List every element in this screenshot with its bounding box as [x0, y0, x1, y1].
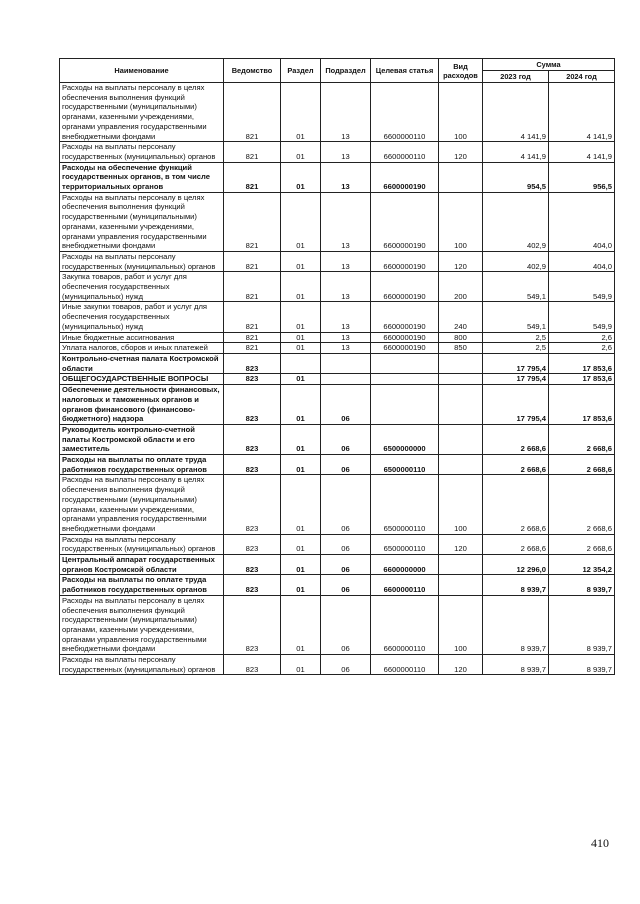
row-podrazdel: 06 — [321, 455, 371, 475]
row-celevaya-statya — [371, 374, 439, 385]
row-amount-2023: 402,9 — [483, 192, 549, 251]
row-name: Расходы на выплаты персоналу в целях обеспечения выполнения функций государственными (муниципальными) органами, казенными учреждениями, органами управления государственными внебюджетными фондами — [60, 192, 224, 251]
row-name: Иные бюджетные ассигнования — [60, 332, 224, 343]
row-podrazdel: 13 — [321, 272, 371, 302]
row-celevaya-statya: 6600000190 — [371, 162, 439, 192]
row-vedomstvo: 823 — [224, 575, 281, 595]
table-row — [60, 162, 615, 192]
table-row — [60, 655, 615, 675]
row-razdel: 01 — [281, 374, 321, 385]
row-name: Расходы на выплаты персоналу в целях обеспечения выполнения функций государственными (муниципальными) органами, казенными учреждениями, органами управления государственными внебюджетными фондами — [60, 475, 224, 534]
row-amount-2023: 8 939,7 — [483, 595, 549, 654]
row-razdel: 01 — [281, 475, 321, 534]
row-amount-2024: 2 668,6 — [549, 455, 615, 475]
row-vid-rashodov — [439, 575, 483, 595]
row-vedomstvo: 821 — [224, 343, 281, 354]
row-podrazdel — [321, 353, 371, 373]
row-amount-2023: 402,9 — [483, 251, 549, 271]
row-vid-rashodov: 800 — [439, 332, 483, 343]
header-vedomstvo: Ведомство — [224, 59, 281, 83]
row-amount-2024: 404,0 — [549, 192, 615, 251]
table-body — [60, 83, 615, 675]
row-razdel: 01 — [281, 251, 321, 271]
row-vedomstvo: 823 — [224, 385, 281, 425]
row-amount-2023: 17 795,4 — [483, 374, 549, 385]
row-vid-rashodov — [439, 424, 483, 454]
row-podrazdel: 06 — [321, 385, 371, 425]
row-vid-rashodov: 120 — [439, 534, 483, 554]
table-row — [60, 555, 615, 575]
row-razdel: 01 — [281, 455, 321, 475]
table-row — [60, 332, 615, 343]
row-vedomstvo: 823 — [224, 424, 281, 454]
row-razdel: 01 — [281, 424, 321, 454]
row-vedomstvo: 823 — [224, 475, 281, 534]
table-row — [60, 142, 615, 162]
row-vid-rashodov: 850 — [439, 343, 483, 354]
row-vedomstvo: 821 — [224, 251, 281, 271]
row-celevaya-statya: 6600000190 — [371, 192, 439, 251]
table-row — [60, 534, 615, 554]
row-amount-2024: 2 668,6 — [549, 475, 615, 534]
row-amount-2024: 8 939,7 — [549, 655, 615, 675]
row-name: Обеспечение деятельности финансовых, налоговых и таможенных органов и органов финансового (финансово-бюджетного) надзора — [60, 385, 224, 425]
header-celevaya-statya: Целевая статья — [371, 59, 439, 83]
row-celevaya-statya: 6500000110 — [371, 475, 439, 534]
row-razdel: 01 — [281, 192, 321, 251]
row-name: Расходы на выплаты по оплате труда работников государственных органов — [60, 455, 224, 475]
row-podrazdel: 13 — [321, 192, 371, 251]
row-podrazdel: 13 — [321, 83, 371, 142]
header-year-2024: 2024 год — [549, 71, 615, 83]
header-vid-rashodov: Вид расходов — [439, 59, 483, 83]
budget-table — [59, 58, 615, 675]
row-name: Расходы на выплаты персоналу государственных (муниципальных) органов — [60, 534, 224, 554]
row-razdel: 01 — [281, 655, 321, 675]
row-podrazdel: 13 — [321, 343, 371, 354]
row-name: Уплата налогов, сборов и иных платежей — [60, 343, 224, 354]
header-razdel: Раздел — [281, 59, 321, 83]
row-vid-rashodov: 120 — [439, 142, 483, 162]
row-podrazdel: 13 — [321, 332, 371, 343]
table-row — [60, 302, 615, 332]
row-podrazdel: 06 — [321, 555, 371, 575]
table-row — [60, 385, 615, 425]
table-row — [60, 353, 615, 373]
row-razdel: 01 — [281, 595, 321, 654]
table-row — [60, 595, 615, 654]
row-amount-2024: 2 668,6 — [549, 534, 615, 554]
row-celevaya-statya: 6600000110 — [371, 575, 439, 595]
row-vedomstvo: 821 — [224, 192, 281, 251]
row-vedomstvo: 821 — [224, 332, 281, 343]
row-vedomstvo: 823 — [224, 534, 281, 554]
row-celevaya-statya: 6600000000 — [371, 555, 439, 575]
row-celevaya-statya: 6600000190 — [371, 272, 439, 302]
row-amount-2024: 17 853,6 — [549, 374, 615, 385]
row-vid-rashodov — [439, 455, 483, 475]
row-podrazdel: 13 — [321, 162, 371, 192]
table-row — [60, 83, 615, 142]
row-amount-2023: 954,5 — [483, 162, 549, 192]
row-vid-rashodov: 100 — [439, 475, 483, 534]
row-amount-2023: 17 795,4 — [483, 385, 549, 425]
row-amount-2024: 4 141,9 — [549, 142, 615, 162]
row-celevaya-statya: 6500000110 — [371, 455, 439, 475]
row-name: ОБЩЕГОСУДАРСТВЕННЫЕ ВОПРОСЫ — [60, 374, 224, 385]
row-amount-2023: 17 795,4 — [483, 353, 549, 373]
row-amount-2023: 4 141,9 — [483, 142, 549, 162]
row-amount-2023: 2,5 — [483, 332, 549, 343]
row-amount-2024: 2 668,6 — [549, 424, 615, 454]
row-razdel: 01 — [281, 575, 321, 595]
row-amount-2023: 2 668,6 — [483, 534, 549, 554]
row-amount-2024: 12 354,2 — [549, 555, 615, 575]
row-amount-2024: 404,0 — [549, 251, 615, 271]
row-podrazdel: 13 — [321, 142, 371, 162]
row-name: Иные закупки товаров, работ и услуг для обеспечения государственных (муниципальных) нужд — [60, 302, 224, 332]
row-amount-2024: 549,9 — [549, 272, 615, 302]
row-razdel: 01 — [281, 302, 321, 332]
row-vid-rashodov: 120 — [439, 655, 483, 675]
header-summa: Сумма — [483, 59, 615, 71]
row-amount-2024: 4 141,9 — [549, 83, 615, 142]
row-celevaya-statya — [371, 353, 439, 373]
row-amount-2024: 2,6 — [549, 332, 615, 343]
row-name: Расходы на выплаты персоналу государственных (муниципальных) органов — [60, 655, 224, 675]
row-podrazdel: 06 — [321, 655, 371, 675]
row-podrazdel: 06 — [321, 475, 371, 534]
row-vedomstvo: 823 — [224, 655, 281, 675]
row-vedomstvo: 823 — [224, 555, 281, 575]
row-name: Расходы на выплаты по оплате труда работников государственных органов — [60, 575, 224, 595]
row-amount-2023: 12 296,0 — [483, 555, 549, 575]
row-vid-rashodov — [439, 555, 483, 575]
row-razdel: 01 — [281, 162, 321, 192]
row-amount-2024: 8 939,7 — [549, 595, 615, 654]
row-razdel: 01 — [281, 272, 321, 302]
row-name: Расходы на выплаты персоналу в целях обеспечения выполнения функций государственными (муниципальными) органами, казенными учреждениями, органами управления государственными внебюджетными фондами — [60, 595, 224, 654]
row-name: Расходы на выплаты персоналу государственных (муниципальных) органов — [60, 142, 224, 162]
row-vedomstvo: 823 — [224, 374, 281, 385]
row-amount-2024: 956,5 — [549, 162, 615, 192]
row-razdel: 01 — [281, 555, 321, 575]
row-podrazdel: 13 — [321, 251, 371, 271]
row-vedomstvo: 821 — [224, 142, 281, 162]
row-vid-rashodov — [439, 162, 483, 192]
row-name: Руководитель контрольно-счетной палаты Костромской области и его заместитель — [60, 424, 224, 454]
row-celevaya-statya: 6600000110 — [371, 142, 439, 162]
row-vid-rashodov — [439, 385, 483, 425]
row-amount-2023: 2 668,6 — [483, 475, 549, 534]
row-razdel: 01 — [281, 343, 321, 354]
row-vedomstvo: 821 — [224, 302, 281, 332]
row-amount-2024: 2,6 — [549, 343, 615, 354]
header-year-2023: 2023 год — [483, 71, 549, 83]
row-amount-2024: 549,9 — [549, 302, 615, 332]
row-razdel: 01 — [281, 534, 321, 554]
row-podrazdel: 06 — [321, 424, 371, 454]
row-vid-rashodov: 100 — [439, 595, 483, 654]
row-name: Контрольно-счетная палата Костромской области — [60, 353, 224, 373]
row-celevaya-statya: 6600000110 — [371, 655, 439, 675]
header-podrazdel: Подраздел — [321, 59, 371, 83]
row-amount-2023: 549,1 — [483, 272, 549, 302]
row-podrazdel: 06 — [321, 534, 371, 554]
row-podrazdel: 06 — [321, 575, 371, 595]
row-amount-2023: 8 939,7 — [483, 655, 549, 675]
row-name: Расходы на выплаты персоналу государственных (муниципальных) органов — [60, 251, 224, 271]
row-amount-2024: 8 939,7 — [549, 575, 615, 595]
row-podrazdel: 13 — [321, 302, 371, 332]
row-vedomstvo: 821 — [224, 162, 281, 192]
row-razdel: 01 — [281, 332, 321, 343]
table-row — [60, 374, 615, 385]
row-amount-2023: 2 668,6 — [483, 424, 549, 454]
row-podrazdel — [321, 374, 371, 385]
table-row — [60, 251, 615, 271]
row-amount-2024: 17 853,6 — [549, 385, 615, 425]
row-razdel: 01 — [281, 142, 321, 162]
row-celevaya-statya: 6600000190 — [371, 302, 439, 332]
table-header — [60, 59, 615, 83]
row-celevaya-statya: 6500000000 — [371, 424, 439, 454]
row-amount-2024: 17 853,6 — [549, 353, 615, 373]
row-razdel: 01 — [281, 83, 321, 142]
row-amount-2023: 549,1 — [483, 302, 549, 332]
row-amount-2023: 2 668,6 — [483, 455, 549, 475]
row-podrazdel: 06 — [321, 595, 371, 654]
table-row — [60, 475, 615, 534]
table-row — [60, 192, 615, 251]
row-vedomstvo: 823 — [224, 595, 281, 654]
page-number: 410 — [591, 836, 609, 850]
row-amount-2023: 8 939,7 — [483, 575, 549, 595]
row-vedomstvo: 821 — [224, 83, 281, 142]
row-celevaya-statya: 6500000110 — [371, 534, 439, 554]
row-amount-2023: 4 141,9 — [483, 83, 549, 142]
row-vedomstvo: 823 — [224, 353, 281, 373]
row-name: Расходы на выплаты персоналу в целях обеспечения выполнения функций государственными (муниципальными) органами, казенными учреждениями, органами управления государственными внебюджетными фондами — [60, 83, 224, 142]
row-celevaya-statya — [371, 385, 439, 425]
row-celevaya-statya: 6600000190 — [371, 343, 439, 354]
row-vid-rashodov: 100 — [439, 83, 483, 142]
row-vid-rashodov: 240 — [439, 302, 483, 332]
row-celevaya-statya: 6600000190 — [371, 251, 439, 271]
row-celevaya-statya: 6600000110 — [371, 595, 439, 654]
table-row — [60, 575, 615, 595]
row-razdel — [281, 353, 321, 373]
row-name: Расходы на обеспечение функций государственных органов, в том числе территориальных органов — [60, 162, 224, 192]
row-celevaya-statya: 6600000110 — [371, 83, 439, 142]
row-vid-rashodov: 100 — [439, 192, 483, 251]
row-amount-2023: 2,5 — [483, 343, 549, 354]
table-row — [60, 455, 615, 475]
row-vedomstvo: 823 — [224, 455, 281, 475]
row-name: Закупка товаров, работ и услуг для обеспечения государственных (муниципальных) нужд — [60, 272, 224, 302]
row-vid-rashodov: 200 — [439, 272, 483, 302]
row-vedomstvo: 821 — [224, 272, 281, 302]
table-row — [60, 424, 615, 454]
row-vid-rashodov — [439, 374, 483, 385]
row-vid-rashodov — [439, 353, 483, 373]
header-name: Наименование — [60, 59, 224, 83]
row-celevaya-statya: 6600000190 — [371, 332, 439, 343]
row-name: Центральный аппарат государственных органов Костромской области — [60, 555, 224, 575]
row-vid-rashodov: 120 — [439, 251, 483, 271]
row-razdel: 01 — [281, 385, 321, 425]
table-row — [60, 343, 615, 354]
table-row — [60, 272, 615, 302]
